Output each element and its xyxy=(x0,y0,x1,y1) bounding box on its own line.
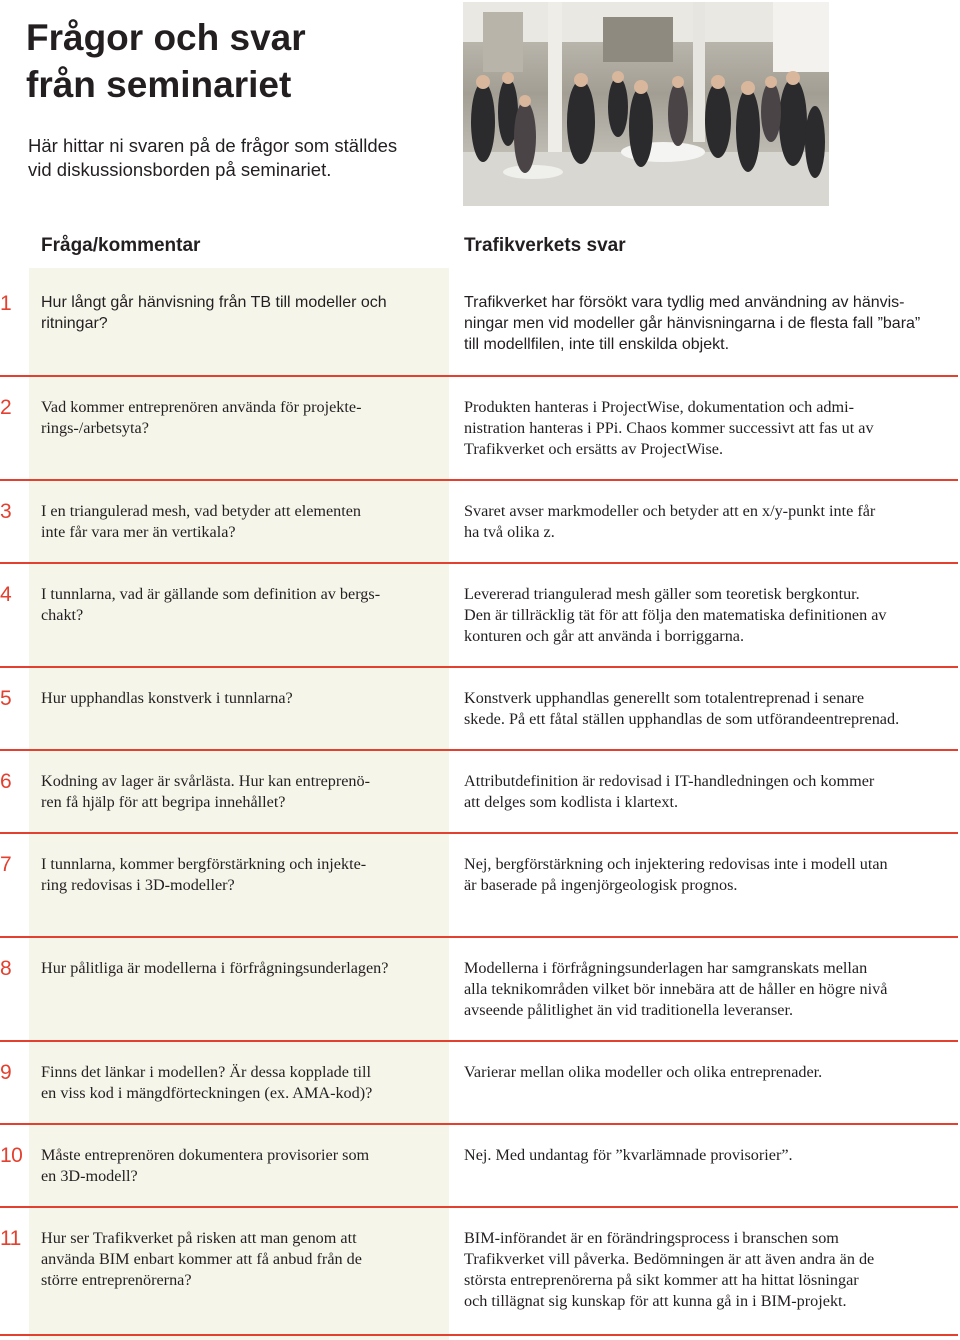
answer-column-header: Trafikverkets svar xyxy=(464,235,626,256)
question-column-header: Fråga/kommentar xyxy=(41,235,201,256)
row-divider xyxy=(0,832,958,834)
row-number: 5 xyxy=(0,687,12,710)
row-number: 6 xyxy=(0,770,12,793)
row-number: 8 xyxy=(0,957,12,980)
question-text: Kodning av lager är svårlästa. Hur kan entreprenö- ren få hjälp för att begripa innehållet? xyxy=(41,772,371,811)
row-number: 3 xyxy=(0,500,12,523)
answer-text: Svaret avser markmodeller och betyder att en x/y-punkt inte får ha två olika z. xyxy=(464,502,876,541)
question-text: Hur upphandlas konstverk i tunnlarna? xyxy=(41,689,293,707)
intro-line: vid diskussionsborden på seminariet. xyxy=(28,159,332,180)
row-divider xyxy=(0,479,958,481)
answer-text: Levererad triangulerad mesh gäller som teoretisk bergkontur. Den är tillräcklig tät för att följa den matematiska definitionen av konturen och går att använda i borriggarna. xyxy=(464,585,887,645)
row-divider xyxy=(0,1040,958,1042)
row-number: 2 xyxy=(0,396,12,419)
row-divider xyxy=(0,666,958,668)
row-divider xyxy=(0,1334,958,1336)
question-text: Hur långt går hänvisning från TB till modeller och ritningar? xyxy=(41,294,387,332)
question-text: Hur ser Trafikverket på risken att man genom att använda BIM enbart kommer att få anbud från de större entreprenörerna? xyxy=(41,1229,362,1289)
answer-text: Attributdefinition är redovisad i IT-handledningen och kommer att delges som kodlista i klartext. xyxy=(464,772,875,811)
answer-text: BIM-införandet är en förändringsprocess i branschen som Trafikverket vill påverka. Bedömningen är att även andra än de största entreprenörerna på sikt kommer att ha hittat lösningar och tillägnat sig kunskap för att kunna gå in i BIM-projekt. xyxy=(464,1229,875,1310)
title-line: Frågor och svar xyxy=(26,17,306,58)
intro-line: Här hittar ni svaren på de frågor som ställdes xyxy=(28,135,398,156)
answer-text: Nej. Med undantag för ”kvarlämnade provisorier”. xyxy=(464,1146,793,1164)
row-number: 7 xyxy=(0,853,12,876)
question-text: Vad kommer entreprenören använda för projekte- rings-/arbetsyta? xyxy=(41,398,362,437)
title-line: från seminariet xyxy=(26,64,292,105)
row-divider xyxy=(0,1206,958,1208)
seminar-photo-illustration xyxy=(463,2,829,206)
question-text: Måste entreprenören dokumentera provisorier som en 3D-modell? xyxy=(41,1146,370,1185)
answer-text: Nej, bergförstärkning och injektering redovisas inte i modell utan är baserade på ingenjörgeologisk prognos. xyxy=(464,855,888,894)
row-number: 4 xyxy=(0,583,12,606)
row-number: 9 xyxy=(0,1061,12,1084)
row-divider xyxy=(0,749,958,751)
answer-text: Produkten hanteras i ProjectWise, dokumentation och admi- nistration hanteras i PPi. Chaos kommer successivt att fas ut av Trafikverket och ersätts av ProjectWise. xyxy=(464,398,874,458)
row-divider xyxy=(0,1123,958,1125)
answer-text: Konstverk upphandlas generellt som totalentreprenad i senare skede. På ett fåtal ställen upphandlas de som utförandeentreprenad. xyxy=(464,689,900,728)
seminar-photo xyxy=(463,2,829,206)
row-divider xyxy=(0,375,958,377)
question-text: Finns det länkar i modellen? Är dessa kopplade till en viss kod i mängdförteckningen (ex. AMA-kod)? xyxy=(41,1063,373,1102)
answer-text: Trafikverket har försökt vara tydlig med användning av hänvis- ningar men vid modeller går hänvisningarna i de flesta fall ”bara” till modellfilen, inte till enskilda objekt. xyxy=(464,294,921,353)
row-number: 1 xyxy=(0,292,12,315)
row-divider xyxy=(0,936,958,938)
answer-text: Modellerna i förfrågningsunderlagen har samgranskats mellan alla teknikområden vilket bör innebära att de håller en högre nivå avseende pålitlighet än vid traditionella leveranser. xyxy=(464,959,888,1019)
row-divider xyxy=(0,562,958,564)
question-text: Hur pålitliga är modellerna i förfrågningsunderlagen? xyxy=(41,959,389,977)
row-number: 11 xyxy=(0,1227,21,1250)
question-text: I tunnlarna, vad är gällande som definition av bergs- chakt? xyxy=(41,585,381,624)
question-text: I tunnlarna, kommer bergförstärkning och injekte- ring redovisas i 3D-modeller? xyxy=(41,855,367,894)
row-number: 10 xyxy=(0,1144,23,1167)
question-text: I en triangulerad mesh, vad betyder att elementen inte får vara mer än vertikala? xyxy=(41,502,362,541)
intro-text xyxy=(28,134,428,182)
page-title xyxy=(26,14,306,108)
answer-text: Varierar mellan olika modeller och olika entreprenader. xyxy=(464,1063,823,1081)
